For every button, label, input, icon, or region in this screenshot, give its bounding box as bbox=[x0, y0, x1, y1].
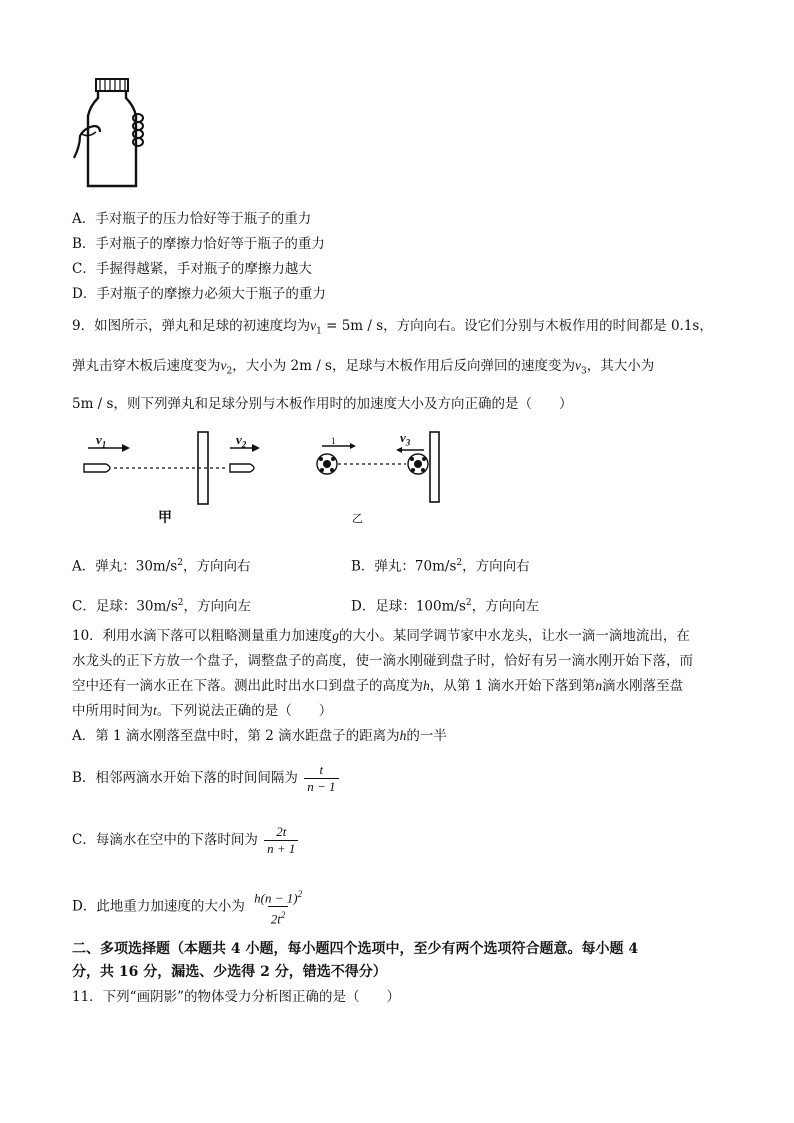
q10-stem-line-4: 中所用时间为t。下列说法正确的是（ ） bbox=[72, 703, 333, 719]
fraction-c: $\frac{2t}{n + 1}$ bbox=[264, 824, 298, 857]
q8-option-c: C．手握得越紧，手对瓶子的摩擦力越大 bbox=[72, 261, 312, 277]
q8-option-d: D．手对瓶子的摩擦力必须大于瓶子的重力 bbox=[72, 286, 326, 302]
q10-option-c: C．每滴水在空中的下落时间为 $\frac{2t}{n + 1}$ bbox=[72, 822, 300, 858]
fig-v2-label: $v_2$ bbox=[236, 432, 247, 450]
q11-stem: 11．下列“画阴影”的物体受力分析图正确的是（ ） bbox=[72, 989, 400, 1005]
q9-stem-line-3: 5m / s，则下列弹丸和足球分别与木板作用时的加速度大小及方向正确的是（ ） bbox=[72, 396, 573, 412]
q10-option-a: A．第 1 滴水刚落至盘中时，第 2 滴水距盘子的距离为h的一半 bbox=[72, 728, 447, 744]
q10-stem-line-1: 10．利用水滴下落可以粗略测量重力加速度g的大小。某同学调节家中水龙头，让水一滴一滴地流出，在 bbox=[72, 628, 690, 644]
q10-stem-line-2: 水龙头的正下方放一个盘子，调整盘子的高度，使一滴水刚碰到盘子时，恰好有另一滴水刚开始下落，而 bbox=[72, 653, 693, 669]
q9-stem-line-1: 9．如图所示，弹丸和足球的初速度均为$v_1 = 5m / s$，方向向右。设它们分别与木板作用的时间都是 0.1s， bbox=[72, 318, 713, 337]
fig-v3-label: $v_3$ bbox=[400, 430, 411, 448]
section-2-heading-line-1: 二、多项选择题（本题共 4 小题，每小题四个选项中，至少有两个选项符合题意。每小题 4 bbox=[72, 941, 639, 957]
fig-v1-label: $v_1$ bbox=[96, 432, 107, 450]
q9-stem-line-2: 弹丸击穿木板后速度变为$v_2$，大小为 2m / s，足球与木板作用后反向弹回的速度变为$v_3$，其大小为 bbox=[72, 358, 655, 377]
q8-option-a: A．手对瓶子的压力恰好等于瓶子的重力 bbox=[72, 211, 312, 227]
fig-1-label: 1 bbox=[331, 436, 336, 446]
q10-option-b: B．相邻两滴水开始下落的时间间隔为 $\frac{t}{n - 1}$ bbox=[72, 760, 341, 796]
fig-left-caption: 甲 bbox=[158, 510, 172, 526]
q9-option-c: C．足球：$30m/s^2$，方向向左 bbox=[72, 598, 252, 615]
q10-option-d: D．此地重力加速度的大小为 $\frac{h(n - 1)^2}{2t^2}$ bbox=[72, 886, 307, 928]
q10-stem-line-3: 空中还有一滴水正在下落。测出此时出水口到盘子的高度为h，从第 1 滴水开始下落到第n滴水刚落至盘 bbox=[72, 678, 684, 694]
bottle-hand-figure bbox=[70, 76, 150, 192]
q9-option-a: A．弹丸：$30m/s^2$，方向向右 bbox=[72, 558, 251, 575]
fraction-d: $\frac{h(n - 1)^2}{2t^2}$ bbox=[254, 889, 303, 927]
fraction-b: $\frac{t}{n - 1}$ bbox=[304, 762, 338, 795]
fig-right-caption: 乙 bbox=[352, 512, 363, 525]
section-2-heading-line-2: 分，共 16 分，漏选、少选得 2 分，错选不得分） bbox=[72, 964, 387, 980]
q9-option-d: D．足球：$100m/s^2$，方向向左 bbox=[351, 598, 540, 615]
q9-figure-bullet bbox=[80, 428, 280, 524]
q8-option-b: B．手对瓶子的摩擦力恰好等于瓶子的重力 bbox=[72, 236, 325, 252]
q9-option-b: B．弹丸：$70m/s^2$，方向向右 bbox=[351, 558, 530, 575]
